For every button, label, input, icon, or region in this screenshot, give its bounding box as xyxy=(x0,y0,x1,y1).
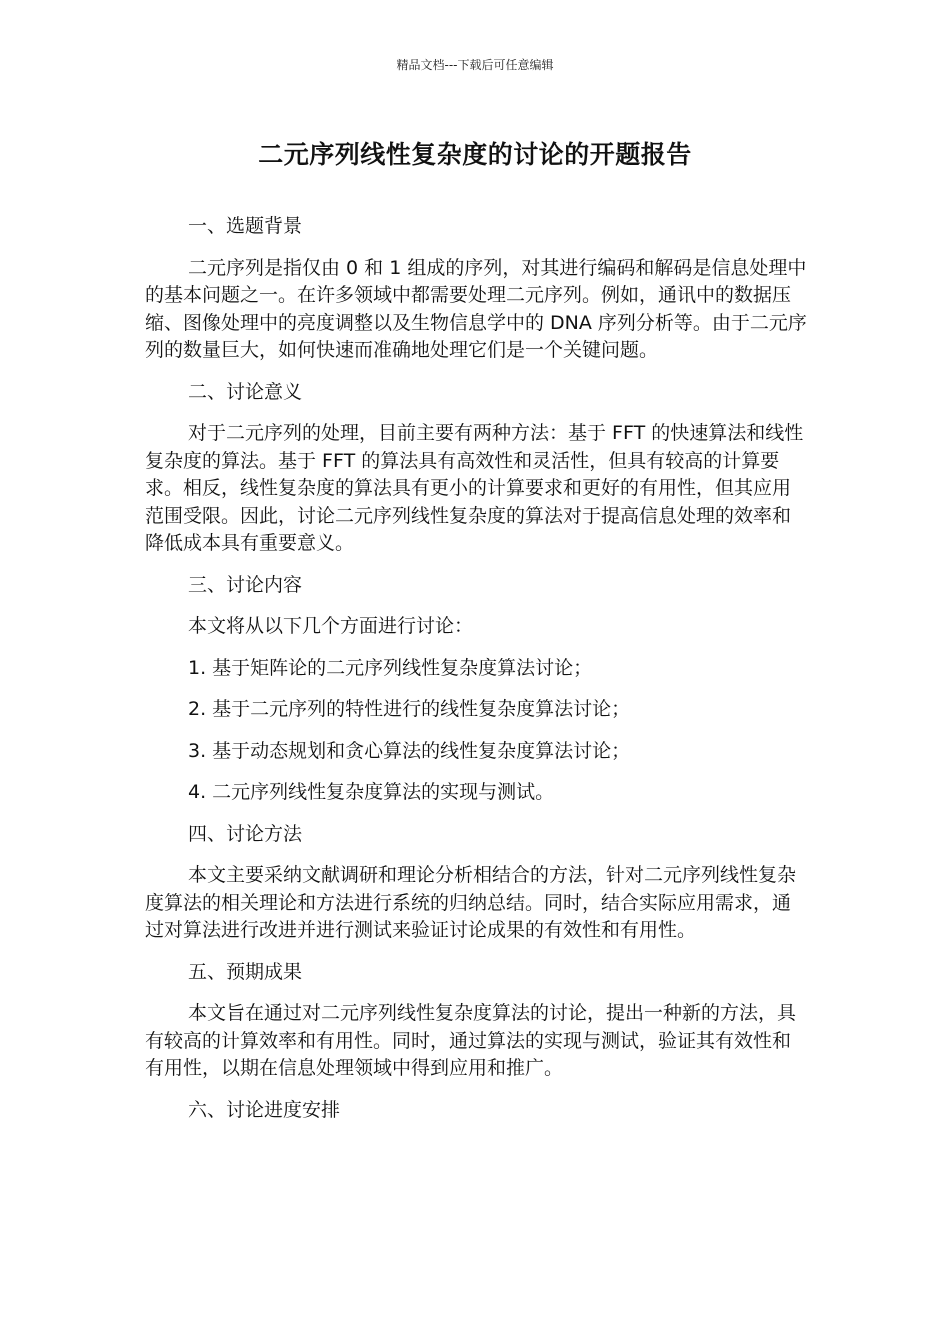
section-heading-results: 五、预期成果 xyxy=(188,960,303,983)
section-heading-background: 一、选题背景 xyxy=(188,215,303,237)
paragraph-results: 本文旨在通过对二元序列线性复杂度算法的讨论，提出一种新的方法，具有较高的计算效率和有用性。同时，通过算法的实现与测试，验证其有效性和有用性，以期在信息处理领域中得到应用和推广。 xyxy=(145,1002,797,1079)
list-item: 2. 基于二元序列的特性进行的线性复杂度算法讨论； xyxy=(188,698,631,720)
section-heading-significance: 二、讨论意义 xyxy=(188,380,303,403)
document-title: 二元序列线性复杂度的讨论的开题报告 xyxy=(258,140,692,169)
paragraph-significance: 对于二元序列的处理，目前主要有两种方法：基于 FFT 的快速算法和线性复杂度的算法。基于 FFT 的算法具有高效性和灵活性，但具有较高的计算要求。相反，线性复杂度的算法具有更小的计算要求和更好的有用性，但其应用范围受限。因此，讨论二元序列线性复杂度的算法对于提高信息处理的效率和降低成本具有重要意义。 xyxy=(145,422,804,554)
list-item: 1. 基于矩阵论的二元序列线性复杂度算法讨论； xyxy=(188,656,593,679)
paragraph-background: 二元序列是指仅由 0 和 1 组成的序列，对其进行编码和解码是信息处理中的基本问题之一。在许多领域中都需要处理二元序列。例如，通讯中的数据压缩、图像处理中的亮度调整以及生物信息学中的 DNA 序列分析等。由于二元序列的数量巨大，如何快速而准确地处理它们是一个关键问题。 xyxy=(145,256,807,361)
section-heading-method: 四、讨论方法 xyxy=(188,822,303,845)
paragraph-content-intro: 本文将从以下几个方面进行讨论： xyxy=(188,615,474,637)
section-heading-schedule: 六、讨论进度安排 xyxy=(188,1098,341,1121)
list-item: 4. 二元序列线性复杂度算法的实现与测试。 xyxy=(188,781,555,803)
section-heading-content: 三、讨论内容 xyxy=(188,573,303,596)
list-item: 3. 基于动态规划和贪心算法的线性复杂度算法讨论； xyxy=(188,739,631,762)
page-header: 精品文档---下载后可任意编辑 xyxy=(396,58,554,72)
document-body xyxy=(145,213,807,1138)
paragraph-method: 本文主要采纳文献调研和理论分析相结合的方法，针对二元序列线性复杂度算法的相关理论和方法进行系统的归纳总结。同时，结合实际应用需求，通过对算法进行改进并进行测试来验证讨论成果的有效性和有用性。 xyxy=(145,864,797,941)
